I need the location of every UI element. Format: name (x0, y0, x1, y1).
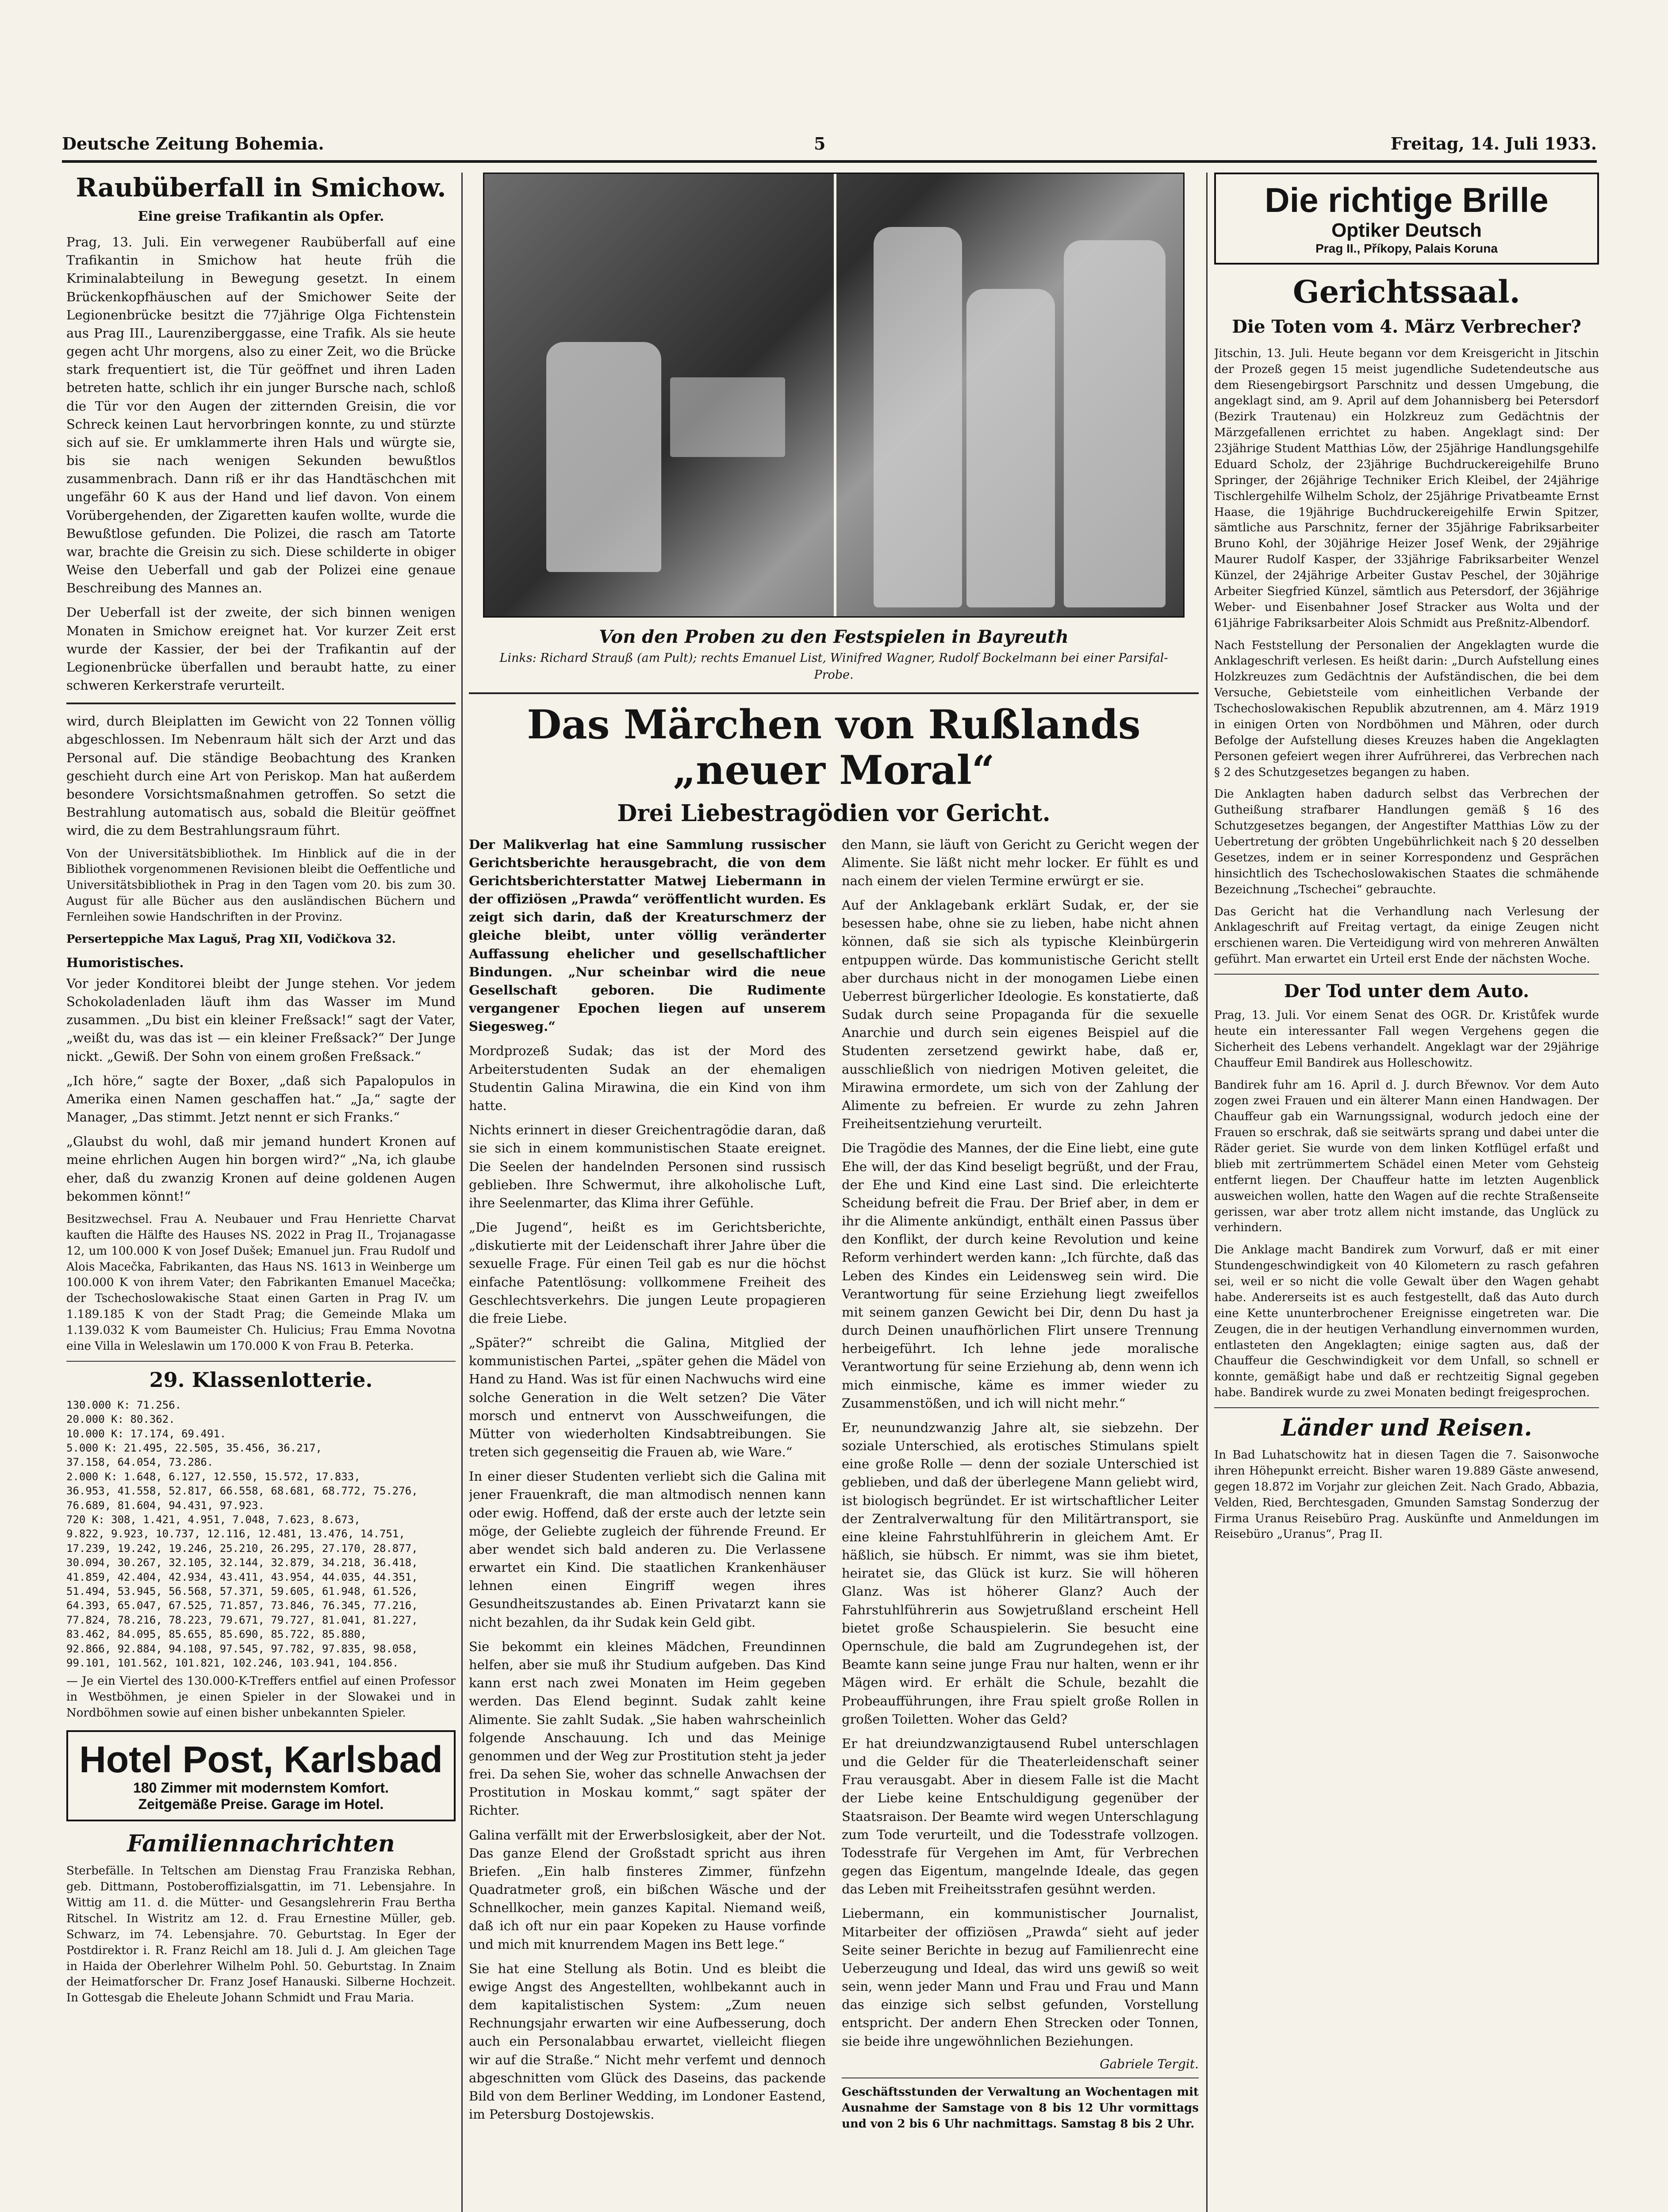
photo-figure (670, 377, 785, 457)
lottery-row: 41.859, 42.404, 42.934, 43.411, 43.954, 44.035, 44.351, (66, 1571, 418, 1583)
article-paragraph: Prag, 13. Juli. Ein verwegener Raubüberfall auf eine Trafikantin in Smichow hat heute früh die Kriminalabteilung in Bewegung gesetzt. In einem Brückenkopfhäuschen auf der Smichower Seite der Legionenbrücke besitzt die 77jährige Olga Fichtenstein aus Prag III., Laurenziberggasse, eine Trafik. Als sie heute gegen acht Uhr morgens, also zu einer Zeit, wo die Brücke stark frequentiert ist, die Tür geöffnet und ihren Laden betreten hatte, schlich ihr ein junger Bursche nach, schloß die Tür vor den Augen der zitternden Greisin, die vor Schreck keinen Laut hervorbringen konnte, zu und stürzte sich auf sie. Er umklammerte ihren Hals und würgte sie, bis sie nach wenigen Sekunden bewußtlos zusammenbrach. Dann riß er ihr das Handtäschchen mit ungefähr 60 K aus der Hand und lief davon. Von einem Vorübergehenden, der Zigaretten kaufen wollte, wurde die Bewußtlose gefunden. Die Polizei, die rasch am Tatorte war, brachte die Greisin zu sich. Diese schilderte in obiger Weise den Ueberfall und gab der Polizei eine genaue Beschreibung des Mannes an. (66, 234, 456, 596)
court-section-heading: Gerichtssaal. (1292, 273, 1521, 310)
notice-paragraph: Von der Universitätsbibliothek. Im Hinblick auf die in der Bibliothek vorgenommenen Revisionen bleibt die Oeffentliche und Universitätsbibliothek in Prag in den Tagen vom 20. bis zum 30. August für alle Bücher aus den ausländischen Büchern und Fernleihen sowie Handschriften in der Provinz. (66, 847, 456, 924)
lottery-row: 92.866, 92.884, 94.108, 97.545, 97.782, 97.835, 98.058, (66, 1642, 418, 1655)
joke-paragraph: Vor jeder Konditorei bleibt der Junge stehen. Vor jedem Schokoladenladen läuft ihm das Wasser im Mund zusammen. „Du bist ein kleiner Freßsack!“ sagt der Vater, „weißt du, was das ist — ein kleiner Freßsack?“ Der Junge nickt. „Gewiß. Der Sohn von einem großen Freßsack.“ (66, 975, 456, 1064)
article-paragraph: Die Anklagten haben dadurch selbst das Verbrechen der Gutheißung strafbarer Handlungen gemäß § 16 des Schutzgesetzes begangen, der Angestifter Matthias Löw zu der Uebertretung der gröbten Ungebührlichkeit nach § 20 desselben Gesetzes, indem er in seiner Korrespondenz und Gesprächen hinsichtlich des Tschechoslowakischen Staates die schmähende Bezeichnung „Tschechei“ gebrauchte. (1214, 787, 1599, 896)
photo-caption-detail: Links: Richard Strauß (am Pult); rechts Emanuel List, Winifred Wagner, Rudolf Bockelmann bei einer Parsifal-Probe. (499, 651, 1168, 682)
ad-address: Prag II., Příkopy, Palais Koruna (1315, 241, 1498, 255)
section-divider (66, 1361, 456, 1362)
photo-divider (834, 174, 836, 616)
photo-figure (874, 227, 962, 607)
photo-figure (546, 342, 661, 572)
section-divider (66, 703, 456, 704)
photo-caption: Von den Proben zu den Festspielen in Bayreuth (599, 626, 1069, 647)
section-divider (469, 692, 1199, 694)
article-paragraph: wird, durch Bleiplatten im Gewicht von 22 Tonnen völlig abgeschlossen. Im Nebenraum hält sich der Arzt und das Personal auf. Die ständige Beobachtung des Kranken geschieht durch eine Art von Periskop. Man hat außerdem besondere Vorsichtsmaßnahmen getroffen. So setzt die Bestrahlung automatisch aus, sobald die Bleitür geöffnet wird, die zu dem Bestrahlungsraum führt. (66, 714, 456, 838)
article-headline: Der Tod unter dem Auto. (1284, 981, 1530, 1002)
ad-line: 180 Zimmer mit modernstem Komfort. (133, 1780, 389, 1796)
article-headline: Raubüberfall in Smichow. (76, 173, 446, 203)
feature-column-right (842, 836, 1199, 2139)
feature-paragraph: „Später?“ schreibt die Galina, Mitglied der kommunistischen Partei, „später gehen die Mädel von Hand zu Hand. Was ist für einen Nachwuchs wird eine solche Generation in die Welt setzen? Die Väter morsch und entnervt von Ausschweifungen, die Mütter von wiederholten Kindsabtreibungen. Sie treten sich gegenseitig die Frauen ab, wie Ware.“ (469, 1335, 826, 1460)
travel-paragraph: In Bad Luhatschowitz hat in diesen Tagen die 7. Saisonwoche ihren Höhepunkt erreicht. Bisher waren 19.889 Gäste anwesend, gegen 18.872 im Vorjahr zur gleichen Zeit. Nach Grado, Abbazia, Velden, Ried, Berchtesgaden, Gmunden Samstag Sonderzug der Firma Uranus Reisebüro Prag. Auskünfte und Anmeldungen im Reisebüro „Uranus“, Prag II. (1214, 1448, 1599, 1541)
ad-title: Die richtige Brille (1265, 180, 1549, 219)
hotel-advertisement (66, 1730, 456, 1821)
ad-line: Zeitgemäße Preise. Garage im Hotel. (138, 1796, 384, 1813)
lottery-row: 51.494, 53.945, 56.568, 57.371, 59.605, 61.948, 61.526, (66, 1585, 418, 1598)
bayreuth-photo (483, 173, 1185, 618)
feature-paragraph: Die Tragödie des Mannes, der die Eine liebt, eine gute Ehe will, der das Kind beseligt begrüßt, und der Frau, der Ehe und Kind eine Last sind. Die erleichterte Scheidung befreit die Frau. Der Brief aber, in dem er ihr die Alimente ankündigt, enthält einen Passus über den Konflikt, der durch keine Revolution und keine Reform verhindert werden kann: „Ich fürchte, daß das Leben des Kindes ein Leidensweg sein wird. Die Verantwortung für seine Erziehung liegt zweifellos mit seinem ganzen Gewicht bei Dir, denn Du hast ja durch Deinen unaufhörlichen Flirt unsere Trennung herbeigeführt. Ich lehne jede moralische Verantwortung für seine Erziehung ab, denn wenn ich mich einmische, käme es immer wieder zu Zusammenstößen, und ich will nicht mehr.“ (842, 1141, 1199, 1411)
lottery-row: 5.000 K: 21.495, 22.505, 35.456, 36.217, (66, 1442, 322, 1455)
feature-paragraph: Auf der Anklagebank erklärt Sudak, er, der sie besessen habe, ohne sie zu lieben, habe nicht ahnen können, daß sie sich als typische Kleinbürgerin entpuppen würde. Das kommunistische Gericht stellt aber durchaus nicht in der monogamen Liebe einen Ueberrest bürgerlicher Ideologie. Es konstatierte, daß Sudak durch seine Propaganda für die sexuelle Anarchie und durch sein eigenes Beispiel auf die Studenten zersetzend gewirkt habe, daß er, ausschließlich von niedrigen Motiven geleitet, die Mirawina ermordete, um sich von der Zahlung der Alimente zu befreien. Er wurde zu zehn Jahren Freiheitsentziehung verurteilt. (842, 898, 1199, 1132)
article-paragraph: Bandirek fuhr am 16. April d. J. durch Břewnov. Vor dem Auto zogen zwei Frauen und ein älterer Mann einen Handwagen. Der Chauffeur gab ein Warnungssignal, wodurch jedoch eine der Frauen so erschrak, daß sie seitwärts sprang und dabei unter die Räder geriet. Sie wurde von dem linken Kotflügel erfaßt und blieb mit zertrümmertem Schädel einen Meter vom Gehsteig entfernt liegen. Der Chauffeur hatte im letzten Augenblick ausweichen wollen, hatte den Wagen auf die rechte Straßenseite gerissen, war aber trotz allem nicht imstande, das Unglück zu verhindern. (1214, 1078, 1599, 1235)
article-subheadline: Eine greise Trafikantin als Opfer. (138, 209, 384, 224)
lottery-row: 720 K: 308, 1.421, 4.951, 7.048, 7.623, 8.673, (66, 1513, 360, 1526)
ad-subtitle: Optiker Deutsch (1331, 219, 1482, 241)
lottery-row: 99.101, 101.562, 101.821, 102.246, 103.941, 104.856. (66, 1656, 399, 1669)
ad-line: Perserteppiche Max Laguš, Prag XII, Vodičkova 32. (66, 932, 396, 946)
section-divider (1214, 1407, 1599, 1408)
section-heading: Humoristisches. (66, 955, 184, 970)
left-column (66, 173, 456, 2212)
feature-intro: Der Malikverlag hat eine Sammlung russischer Gerichtsberichte herausgebracht, die von dem Gerichtsberichterstatter Matwej Liebermann in der offiziösen „Prawda“ veröffentlicht wurden. Es zeigt sich darin, daß der Kreaturschmerz der gleiche bleibt, unter völlig veränderter Auffassung ehelicher und gesellschaftlicher Bindungen. „Nur scheinbar wird die neue Gesellschaft geboren. Die Rudimente vergangener Epochen liegen auf unserem Siegesweg.“ (469, 837, 826, 1034)
lottery-row: 37.158, 64.054, 73.286. (66, 1456, 214, 1469)
section-divider (1214, 974, 1599, 975)
feature-paragraph: Nichts erinnert in dieser Greichentragödie daran, daß sie sich in einem kommunistischen Staate ereignet. Die Seelen der handelnden Personen sind russisch geblieben. Ihre Schwermut, ihre alkoholische Luft, ihre Seelenmarter, das Klima ihrer Gefühle. (469, 1122, 826, 1210)
feature-body (469, 836, 1199, 2139)
lottery-row: 83.462, 84.095, 85.655, 85.690, 85.722, 85.880, (66, 1628, 367, 1641)
family-news-text: Sterbefälle. In Teltschen am Dienstag Frau Franziska Rebhan, geb. Dittmann, Postoberoffizialsgattin, im 71. Lebensjahre. In Wittig am 11. d. die Mütter- und Gesangslehrerin Frau Bertha Ritschel. In Wistritz am 12. d. Frau Ernestine Müller, geb. Schwarz, im 74. Lebensjahre. 70. Geburtstag. In Eger der Postdirektor i. R. Franz Reichl am 18. Juli d. J. Am gleichen Tage in Haida der Oberlehrer Wilhelm Pohl. 50. Geburtstag. In Znaim der Heimatforscher Dr. Franz Josef Hanauski. Silberne Hochzeit. In Gottesgab die Eheleute Johann Schmidt und Frau Maria. (66, 1864, 456, 2005)
lottery-row: 17.239, 19.242, 19.246, 25.210, 26.295, 27.170, 28.877, (66, 1542, 418, 1555)
article-paragraph: Jitschin, 13. Juli. Heute begann vor dem Kreisgericht in Jitschin der Prozeß gegen 15 meist jugendliche Sudetendeutsche aus dem Riesengebirgsort Parschnitz und dessen Umgebung, die angeklagt sind, am 9. April auf dem Johannisberg bei Petersdorf (Bezirk Trautenau) ein Holzkreuz zum Gedächtnis der Märzgefallenen errichtet zu haben. Angeklagt sind: Der 23jährige Student Matthias Löw, der 25jährige Handlungsgehilfe Eduard Scholz, der 23jährige Buchdruckereigehilfe Bruno Springer, der 26jährige Techniker Erich Kleibel, der 24jährige Tischlergehilfe Wilhelm Scholz, der 25jährige Privatbeamte Ernst Haase, die 19jährige Buchdruckereigehilfe Erwin Spitzer, sämtliche aus Parschnitz, ferner der 35jährige Fabriksarbeiter Bruno Kohl, der 30jährige Heizer Josef Wenk, der 29jährige Maurer Rudolf Kasper, der 33jährige Fabriksarbeiter Wenzel Künzel, der 24jährige Arbeiter Gustav Peschel, der 30jährige Arbeiter Siegfried Künzel, sämtlich aus Petersdorf, der 36jährige Weber- und Eisenbahner Josef Stracker aus Wolta und der 61jährige Fabriksarbeiter Alois Schmidt aus Preßnitz-Albendorf. (1214, 346, 1599, 630)
lottery-row: 77.824, 78.216, 78.223, 79.671, 79.727, 81.041, 81.227, (66, 1613, 418, 1626)
feature-paragraph: „Die Jugend“, heißt es im Gerichtsberichte, „diskutierte mit der Leidenschaft ihrer Jahre über die sexuelle Frage. Für einen Teil gab es nur die höchst einfache Patentlösung: vollkommene Freiheit des Geschlechtsverkehrs. Die jungen Leute propagieren die freie Liebe. (469, 1220, 826, 1326)
feature-paragraph: Galina verfällt mit der Erwerbslosigkeit, aber der Not. Das ganze Elend der Großstadt spricht aus ihren Briefen. „Ein halb finsteres Zimmer, fünfzehn Quadratmeter groß, ein bißchen Wäsche und der Schnellkocher, mein ganzes Kapital. Niemand weiß, daß ich oft nur ein paar Kopeken zu Hause vorfinde und mich mit knurrendem Magen ins Bett lege.“ (469, 1827, 826, 1952)
lottery-row: 64.393, 65.047, 67.525, 71.857, 73.846, 76.345, 77.216, (66, 1599, 418, 1612)
lottery-row: 20.000 K: 80.362. (66, 1413, 175, 1426)
lottery-row: 10.000 K: 17.174, 69.491. (66, 1427, 226, 1440)
lottery-row: 2.000 K: 1.648, 6.127, 12.550, 15.572, 17.833, (66, 1470, 360, 1483)
office-hours-notice: Geschäftsstunden der Verwaltung an Wochentagen mit Ausnahme der Samstage von 8 bis 12 Uhr vormittags und von 2 bis 6 Uhr nachmittags. Samstag 8 bis 2 Uhr. (842, 2085, 1199, 2131)
masthead-name: Deutsche Zeitung Bohemia. (62, 134, 324, 154)
photo-figure (966, 289, 1055, 607)
article-paragraph: Das Gericht hat die Verhandlung nach Verlesung der Anklageschrift auf Freitag vertagt, da einige Zeugen nicht erschienen waren. Die Verteidigung wird von mehreren Anwälten geführt. Man erwartet ein Urteil erst Ende der nächsten Woche. (1214, 905, 1599, 966)
lottery-heading: 29. Klassenlotterie. (149, 1367, 373, 1392)
lottery-row: 36.953, 41.558, 52.817, 66.558, 68.681, 68.772, 75.276, (66, 1485, 418, 1498)
feature-paragraph: Mordprozeß Sudak; das ist der Mord des Arbeiterstudenten Sudak an der ehemaligen Studentin Galina Mirawina, die ein Kind von ihm hatte. (469, 1043, 826, 1113)
lottery-row: 9.822, 9.923, 10.737, 12.116, 12.481, 13.476, 14.751, (66, 1528, 405, 1540)
feature-subheadline: Drei Liebestragödien vor Gericht. (617, 799, 1051, 827)
page-header (62, 129, 1597, 163)
family-news-heading: Familiennachrichten (127, 1830, 395, 1858)
author-signature: Gabriele Tergit. (1100, 2056, 1199, 2071)
page-number: 5 (814, 134, 826, 154)
joke-paragraph: „Ich höre,“ sagte der Boxer, „daß sich Papalopulos in Amerika einen Namen geschaffen hat.“ „Ja,“ sagte der Manager, „Das stimmt. Jetzt nennt er sich Franks.“ (66, 1073, 456, 1125)
feature-paragraph: Sie hat eine Stellung als Botin. Und es bleibt die ewige Angst des Angestellten, wohlbekannt auch in dem kapitalistischen System: „Zum neuen Rechnungsjahr erwarten wir eine Aufbesserung, doch auch ein Personalabbau erwartet, vielleicht fliegen wir auf die Straße.“ Nicht mehr verfemt und dennoch abgeschnitten vom Glück des Daseins, das packende Bild von dem Berliner Wedding, im Londoner Eastend, im Petersburg Dostojewskis. (469, 1961, 826, 2122)
lottery-row: 130.000 K: 71.256. (66, 1398, 182, 1411)
article-paragraph: Die Anklage macht Bandirek zum Vorwurf, daß er mit einer Stundengeschwindigkeit von 40 Kilometern zu rasch gefahren sei, weil er so nicht die volle Gewalt über den Wagen gehabt habe. Andererseits ist es auch festgestellt, daß das Auto durch eine Kette ununterbrochener Ereignisse eingetreten war. Die Zeugen, die in der heutigen Verhandlung einvernommen wurden, entlasteten den Angeklagten; einige sagten aus, daß der Chauffeur die Geschwindigkeit vor dem Unfall, so schnell er konnte, gemäßigt habe und daß er rechtzeitig Signal gegeben habe. Bandirek wurde zu zwei Monaten bedingt freigesprochen. (1214, 1243, 1599, 1400)
feature-paragraph: In einer dieser Studenten verliebt sich die Galina mit jener Frauenkraft, die man altmodisch nennen kann oder ewig. Hoffend, daß der erste auch der letzte sein möge, der Geliebte zugleich der führende Freund. Er aber wendet sich bald anderen zu. Die Verlassene erwartet ein Kind. Die staatlichen Krankenhäuser lehnen einen Eingriff wegen ihres Gesundheitszustandes ab. Einen Privatarzt kann sie nicht bezahlen, da ihr Sudak kein Geld gibt. (469, 1469, 826, 1630)
joke-paragraph: „Glaubst du wohl, daß mir jemand hundert Kronen auf meine ehrlichen Augen hin borgen wird?“ „Na, ich glaube eher, daß du zwanzig Kronen auf deine goldenen Augen bekommen könnt!“ (66, 1134, 456, 1204)
lottery-results (66, 1398, 456, 1670)
feature-paragraph: Er, neunundzwanzig Jahre alt, sie siebzehn. Der soziale Unterschied, als erotisches Stimulans spielt eine große Rolle — denn der soziale Unterschied ist geblieben, und daß der überlegene Mann geliebt wird, ist biologisch begründet. Er ist wirtschaftlicher Leiter der Zentralverwaltung für den Militärtransport, sie eine kleine Fahrstuhlführerin in gleichem Amt. Er häßlich, sie hübsch. Er nimmt, was sie ihm bietet, heiratet sie, das Glück ist kurz. Sie will höheren Glanz. Was ist höherer Glanz? Auch der Fahrstuhlführerin aus Sowjetrußland erscheint Hell bietet große Schauspielerin. Sie besucht eine Opernschule, die bald am Zugrundegehen ist, der Beamte kann seine junge Frau nur halten, wenn er ihr Mägen wird. Er erhält die Schule, bezahlt die Probeaufführungen, ihre Frau spielt große Rollen in großen Toiletten. Woher das Geld? (842, 1420, 1199, 1727)
property-transfer-paragraph: Besitzwechsel. Frau A. Neubauer und Frau Henriette Charvat kauften die Hälfte des Hauses NS. 2022 in Prag II., Trojanagasse 12, um 100.000 K von Josef Dušek; Emanuel jun. Frau Rudolf und Alois Macečka, Fabrikanten, das Haus NS. 1613 in Weinberge um 100.000 K von ihrem Vater; den Fabrikanten Emanuel Macečka; der Tschechoslowakische Staat einen Garten in Prag IV. um 1.189.185 K von der Stadt Prag; die Gemeinde Mlaka um 1.139.032 K vom Baumeister Ch. Hulicius; Frau Emma Novotna eine Villa in Weleslawin um 170.000 K von Frau B. Peterka. (66, 1212, 456, 1353)
article-subheadline: Die Toten vom 4. März Verbrecher? (1232, 316, 1581, 337)
lottery-row: 76.689, 81.604, 94.431, 97.923. (66, 1499, 265, 1512)
column-rule (1206, 173, 1208, 2212)
ad-title: Hotel Post, Karlsbad (79, 1738, 443, 1780)
right-column (1214, 173, 1599, 2212)
lottery-note: — Je ein Viertel des 130.000-K-Treffers entfiel auf einen Professor in Westböhmen, je einen Spieler in der Slowakei und in Nordböhmen sowie auf einen bisher unbekannten Spieler. (66, 1674, 456, 1720)
feature-paragraph: Er hat dreiundzwanzigtausend Rubel unterschlagen und die Gelder für die Theaterleidenschaft seiner Frau verausgabt. Aber in diesem Falle ist die Macht der Liebe keine Entschuldigung gegenüber der Staatsraison. Der Beamte wird wegen Unterschlagung zum Tode verurteilt, und die Todesstrafe vollzogen. Todesstrafe für Vergehen im Amt, für Verbrechen gegen das Eigentum, mangelnde Ideale, das gegen das Leben mit Freiheitsstrafen gesühnt werden. (842, 1736, 1199, 1897)
optician-advertisement (1214, 173, 1599, 265)
feature-paragraph: den Mann, sie läuft von Gericht zu Gericht wegen der Alimente. Sie läßt nicht mehr locker. Er fühlt es und nach einem der vielen Termine erwürgt er sie. (842, 837, 1199, 888)
lottery-row: 30.094, 30.267, 32.105, 32.144, 32.879, 34.218, 36.418, (66, 1556, 418, 1569)
feature-paragraph: Liebermann, ein kommunistischer Journalist, Mitarbeiter der offiziösen „Prawda“ sieht auf jeder Seite seiner Berichte in bezug auf Familienrecht eine Ueberzeugung und Ideal, das wird uns gewiß so weit sein, wenn jeder Mann und Frau und Frau und Mann das einzige sich selbst gefunden, Vorstellung entspricht. Der andern Ehen Strecken oder Tonnen, sie beide ihre ungewöhnlichen Beziehungen. (842, 1906, 1199, 2049)
travel-section-heading: Länder und Reisen. (1281, 1414, 1532, 1442)
feature-paragraph: Sie bekommt ein kleines Mädchen, Freundinnen helfen, aber sie muß ihr Studium aufgeben. Das Kind kann erst nach zwei Monaten im Heim gegeben werden. Das Elend beginnt. Sudak zahlt keine Alimente. Sie zahlt Sudak. „Sie haben wahrscheinlich folgende Anschauung. Ich und das Meinige genommen und der Weg zur Prostitution steht ja jeder frei. Da sehen Sie, woher das schnelle Anwachsen der Prostitution in Moskau kommt,“ sagt später der Richter. (469, 1639, 826, 1818)
feature-column-left (469, 836, 826, 2139)
issue-date: Freitag, 14. Juli 1933. (1390, 134, 1597, 154)
photo-figure (1064, 240, 1166, 607)
middle-column (469, 173, 1199, 2212)
article-paragraph: Prag, 13. Juli. Vor einem Senat des OGR. Dr. Kristůfek wurde heute ein interessanter Fall wegen Vergehens gegen die Sicherheit des Lebens verhandelt. Angeklagt war der 29jährige Chauffeur Emil Bandirek aus Holleschowitz. (1214, 1009, 1599, 1070)
article-paragraph: Der Ueberfall ist der zweite, der sich binnen wenigen Monaten in Smichow ereignet hat. Vor kurzer Zeit erst wurde der Kassier, der bei der Trafikantin auf der Legionenbrücke überfallen und beraubt hatte, zu einer schweren Kerkerstrafe verurteilt. (66, 605, 456, 693)
feature-headline: Das Märchen von Rußlands „neuer Moral“ (527, 701, 1141, 794)
article-paragraph: Nach Feststellung der Personalien der Angeklagten wurde die Anklageschrift verlesen. Es heißt darin: „Durch Aufstellung eines Holzkreuzes zum Gedächtnis der Aufständischen, die bei dem Versuche, Gebietsteile vom einheitlichen Verbande der Tschechoslowakischen Republik abzutrennen, am 4. März 1919 in einigen Orten von Nordböhmen und Mähren, oder durch Befolge der Aufstellung dieses Kreuzes haben die Angeklagten Personen gefeiert wegen ihrer Aufrührerei, das Verbrechen nach § 2 des Schutzgesetzes begangen zu haben. (1214, 638, 1599, 779)
column-rule (461, 173, 463, 2212)
